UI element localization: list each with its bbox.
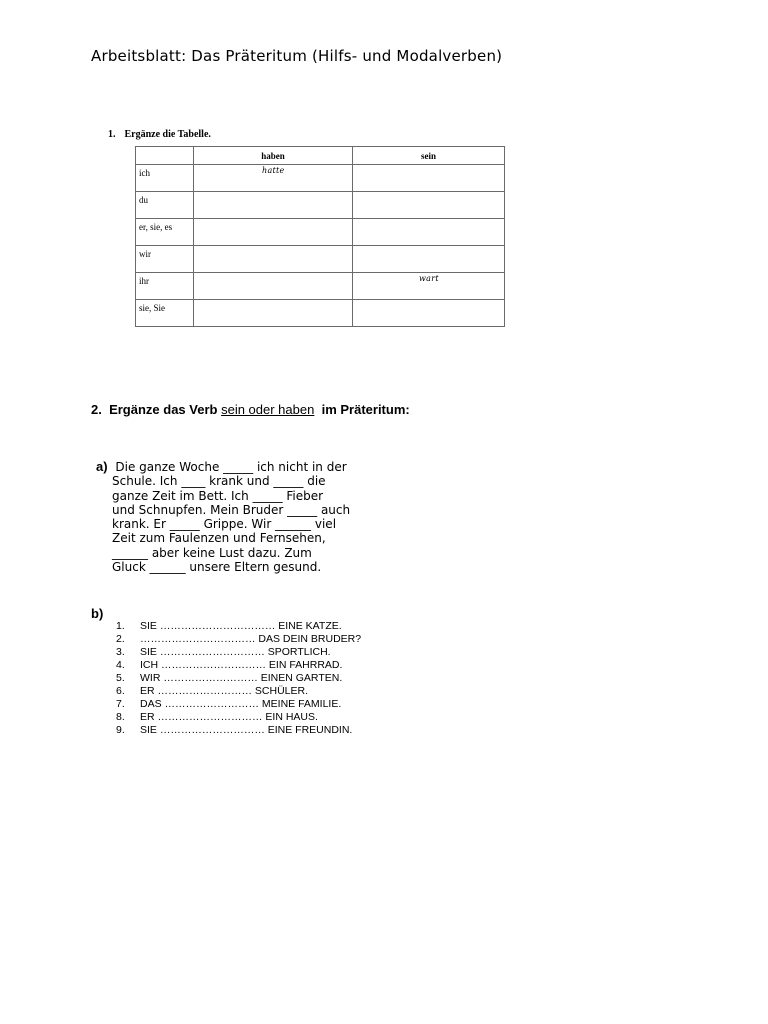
table-row (136, 300, 505, 327)
list-item (114, 685, 361, 698)
list-item-text: …………………………… DAS DEIN BRUDER? (140, 632, 362, 645)
header-haben: haben (194, 147, 353, 165)
list-item-text: WIR ……………………… EINEN GARTEN. (140, 671, 343, 684)
pronoun-cell: er, sie, es (136, 219, 194, 246)
list-item (114, 711, 361, 724)
exercise-1-heading (108, 129, 211, 140)
list-item-number: 6. (116, 684, 125, 697)
table-header-row (136, 147, 505, 165)
paragraph-line: Zeit zum Faulenzen und Fernsehen, (112, 531, 326, 546)
answer-cell-sein[interactable] (353, 246, 505, 273)
table-row (136, 219, 505, 246)
exercise-2b-list (114, 620, 361, 737)
list-item-text: DAS ……………………… MEINE FAMILIE. (140, 697, 342, 710)
list-item (114, 633, 361, 646)
pronoun-cell: sie, Sie (136, 300, 194, 327)
conjugation-table (135, 146, 505, 327)
list-item-number: 8. (116, 710, 125, 723)
exercise-1-number: 1. (108, 129, 116, 140)
answer-cell-sein[interactable] (353, 300, 505, 327)
answer-cell-haben[interactable] (194, 300, 353, 327)
handwritten-answer: hatte (262, 166, 285, 175)
answer-cell-sein[interactable] (353, 192, 505, 219)
list-item-text: ER ………………………… EIN HAUS. (140, 710, 318, 723)
paragraph-line: und Schnupfen. Mein Bruder _____ auch (112, 502, 351, 517)
table-row (136, 273, 505, 300)
paragraph-line: krank. Er _____ Grippe. Wir ______ viel (112, 517, 337, 532)
header-pronoun (136, 147, 194, 165)
paragraph-line: Schule. Ich ____ krank und _____ die (112, 474, 326, 489)
list-item-number: 2. (116, 632, 125, 645)
exercise-2-heading (91, 402, 410, 417)
exercise-2-prefix: Ergänze das Verb (109, 402, 218, 417)
list-item (114, 646, 361, 659)
list-item-number: 7. (116, 697, 125, 710)
list-item-number: 3. (116, 645, 125, 658)
list-item-number: 1. (116, 620, 125, 632)
part-b-label: b) (91, 606, 104, 621)
list-item (114, 698, 361, 711)
handwritten-answer: wart (419, 274, 439, 283)
answer-cell-haben[interactable] (194, 192, 353, 219)
pronoun-cell: du (136, 192, 194, 219)
header-sein: sein (353, 147, 505, 165)
paragraph-line (96, 460, 350, 474)
list-item (114, 672, 361, 685)
paragraph-line: ______ aber keine Lust dazu. Zum (112, 545, 312, 560)
list-item-text: ICH ………………………… EIN FAHRRAD. (140, 658, 343, 671)
list-item-text: SIE …………………………… EINE KATZE. (140, 620, 342, 632)
answer-cell-sein[interactable] (353, 219, 505, 246)
list-item-number: 9. (116, 723, 125, 736)
list-item-number: 4. (116, 658, 125, 671)
page-title: Arbeitsblatt: Das Präteritum (Hilfs- und Modalverben) (91, 47, 503, 65)
paragraph-line: Gluck ______ unsere Eltern gesund. (112, 560, 322, 575)
list-item-text: ER ……………………… SCHÜLER. (140, 684, 309, 697)
table-row (136, 165, 505, 192)
exercise-2-suffix: im Präteritum: (321, 402, 410, 417)
pronoun-cell: ich (136, 165, 194, 192)
pronoun-cell: wir (136, 246, 194, 273)
answer-cell-haben[interactable] (194, 273, 353, 300)
pronoun-cell: ihr (136, 273, 194, 300)
exercise-1-instruction: Ergänze die Tabelle. (124, 129, 211, 140)
list-item-text: SIE ………………………… SPORTLICH. (140, 645, 331, 658)
answer-cell-sein[interactable] (353, 165, 505, 192)
answer-cell-sein[interactable] (353, 273, 505, 300)
exercise-2-number: 2. (91, 402, 102, 417)
answer-cell-haben[interactable] (194, 219, 353, 246)
list-item (114, 724, 361, 737)
list-item (114, 620, 361, 633)
exercise-2-underlined: sein oder haben (221, 402, 315, 417)
answer-cell-haben[interactable] (194, 165, 353, 192)
list-item (114, 659, 361, 672)
paragraph-line-text: Die ganze Woche _____ ich nicht in der (115, 460, 347, 474)
answer-cell-haben[interactable] (194, 246, 353, 273)
part-a-label: a) (96, 459, 108, 474)
list-item-number: 5. (116, 671, 125, 684)
table-row (136, 192, 505, 219)
table-row (136, 246, 505, 273)
paragraph-line: ganze Zeit im Bett. Ich _____ Fieber (112, 488, 324, 503)
exercise-2a-paragraph (96, 460, 350, 574)
list-item-text: SIE ………………………… EINE FREUNDIN. (140, 723, 353, 736)
